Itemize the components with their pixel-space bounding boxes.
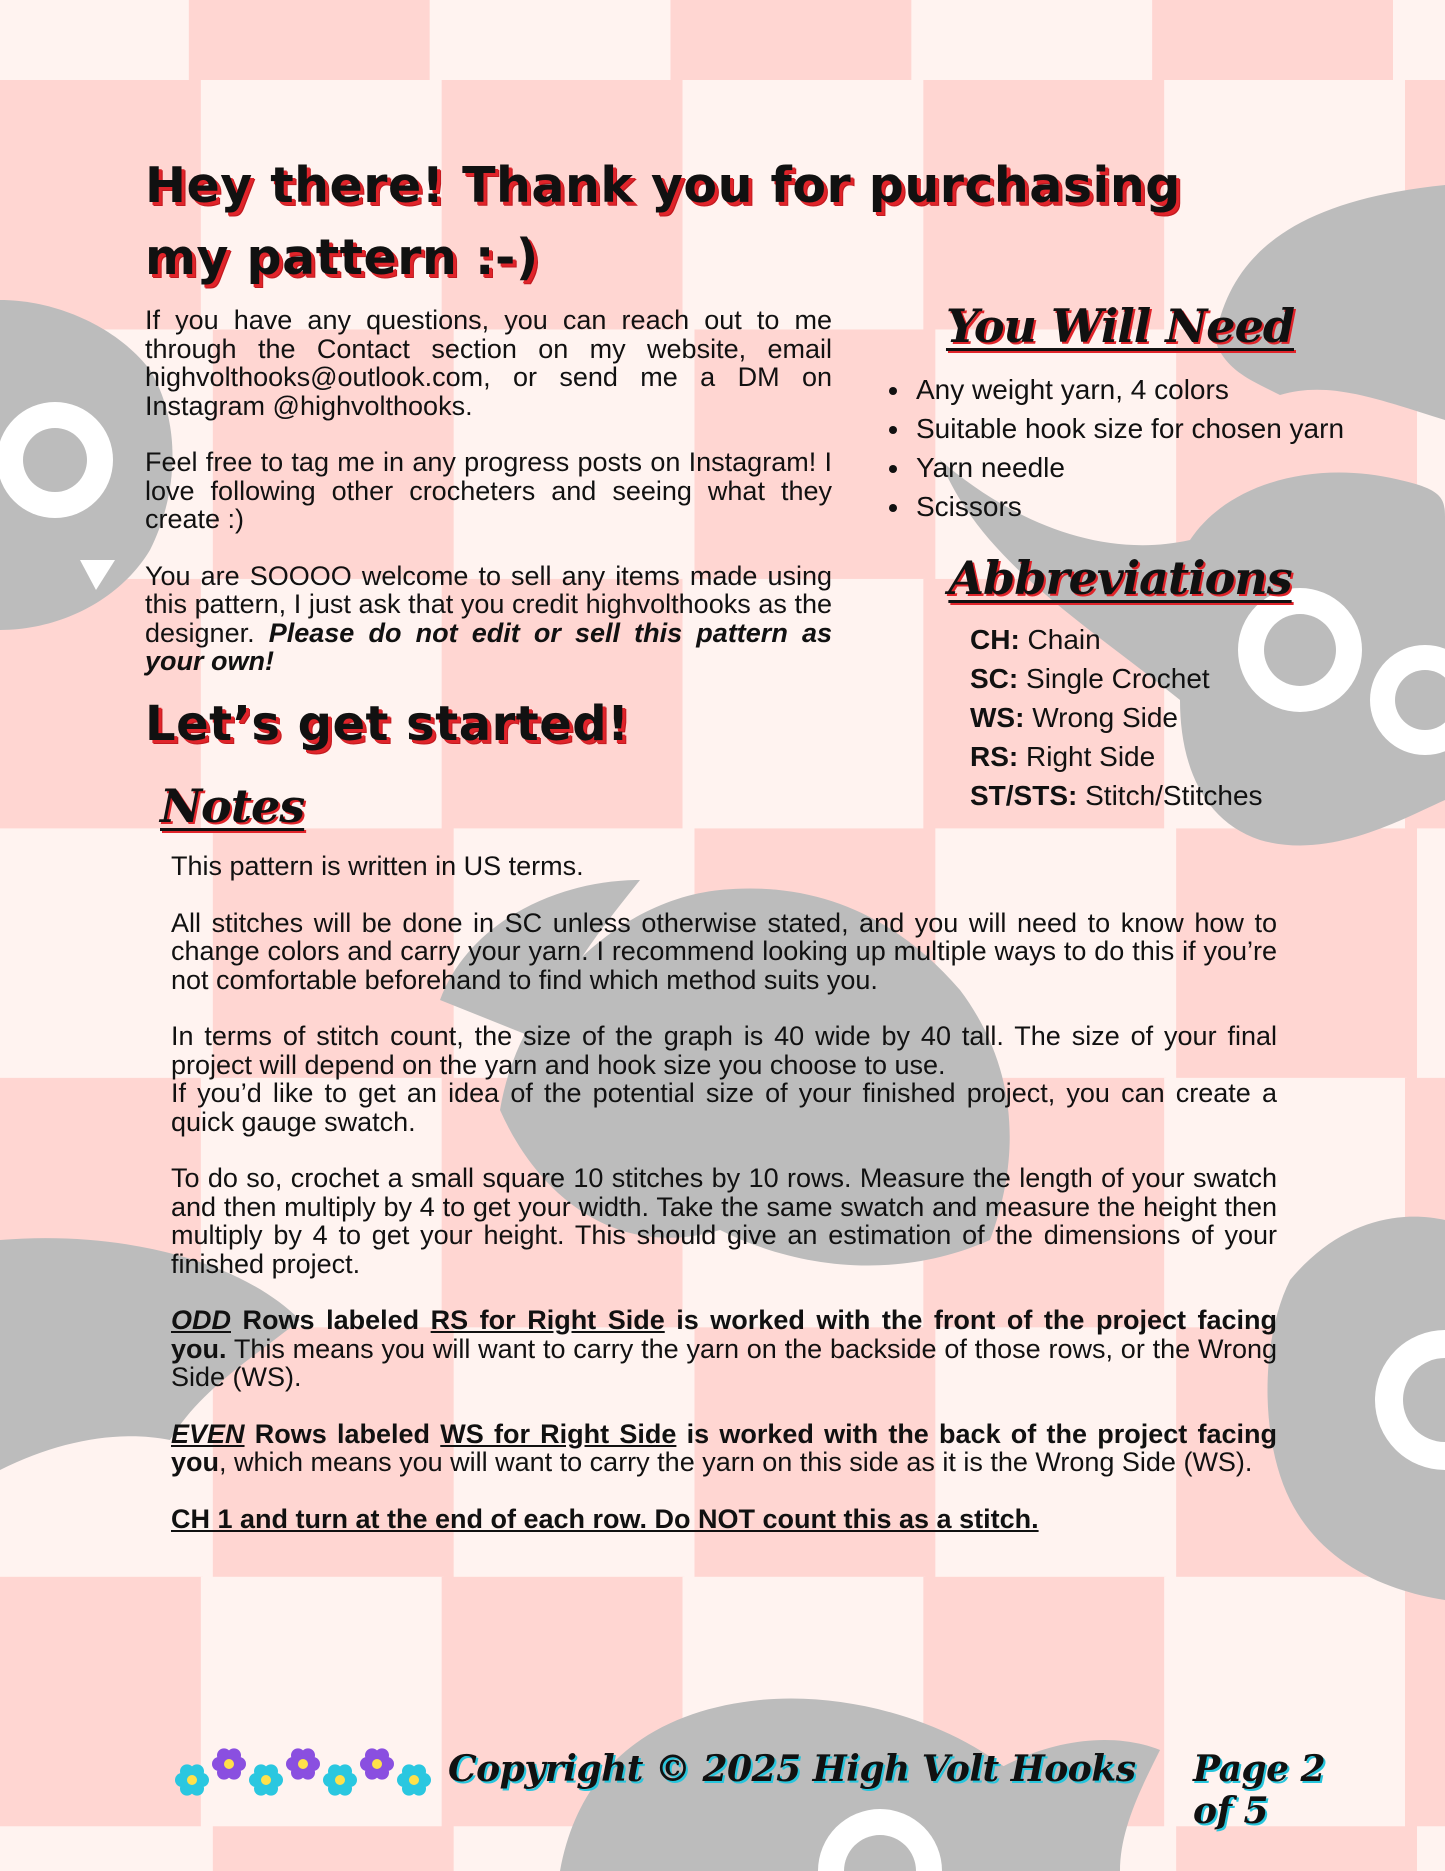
checker-square — [1393, 0, 1445, 82]
abbreviations-title: Abbreviations — [948, 551, 1292, 605]
abbreviation-row — [970, 620, 1400, 659]
you-will-need-section — [880, 296, 1400, 526]
page-footer — [170, 1738, 1370, 1832]
checker-square — [213, 1826, 456, 1871]
checker-square — [911, 0, 1154, 82]
no-resell-warning: Please do not edit or sell this pattern as your own! — [145, 617, 832, 676]
lets-get-started-heading: Let’s get started! — [145, 696, 630, 752]
abbreviation-row — [970, 698, 1400, 737]
abbreviations-list — [970, 620, 1400, 815]
supply-item: • Yarn needle — [912, 448, 1400, 487]
sell-text: You are SOOOO welcome to sell any items made using this pattern, I just ask that you credit highvolthooks as the designer. — [145, 560, 832, 648]
notes-gauge-intro: If you’d like to get an idea of the potential size of your finished project, you can create a quick gauge swatch. — [171, 1078, 1277, 1137]
intro-paragraph-sell — [145, 562, 832, 676]
header-line-2: my pattern :-) — [145, 229, 539, 286]
checker-square — [430, 0, 673, 82]
abbreviation-row — [970, 737, 1400, 776]
flower-icon — [323, 1764, 357, 1795]
checker-square — [0, 1826, 215, 1871]
intro-paragraph-contact: If you have any questions, you can reach out to me through the Contact section on my website, email highvolthooks@outlook.com, or send me a DM on Instagram @highvolthooks. — [145, 305, 832, 421]
header-line-1: Hey there! Thank you for purchasing — [145, 157, 1181, 214]
notes-even-rows — [171, 1420, 1277, 1477]
even-plain: , which means you will want to carry the yarn on this side as it is the Wrong Side (WS). — [219, 1447, 1253, 1477]
odd-label: RS for Right Side — [430, 1305, 665, 1335]
abbreviation-row — [970, 659, 1400, 698]
abbreviation-code: CH: — [970, 624, 1020, 655]
notes-stitches: All stitches will be done in SC unless otherwise stated, and you will need to know how to change colors and carry your yarn. I recommend looking up multiple ways to do this if you’re not comfortable beforehand to find which method suits you. — [171, 907, 1277, 995]
page-header — [145, 150, 1345, 294]
you-will-need-title: You Will Need — [945, 299, 1294, 353]
checker-square — [1152, 0, 1395, 82]
copyright-text: Copyright © 2025 High Volt Hooks — [448, 1748, 1136, 1790]
page-number: Page 2 of 5 — [1193, 1748, 1326, 1832]
abbreviation-code: SC: — [970, 663, 1019, 694]
abbreviation-meaning: Chain — [1027, 624, 1101, 655]
flower-icon — [175, 1764, 209, 1795]
flower-row-icon — [170, 1738, 445, 1808]
intro-section — [145, 306, 832, 676]
abbreviation-code: WS: — [970, 702, 1025, 733]
checker-square — [1405, 1577, 1445, 1828]
even-mid: Rows labeled — [244, 1418, 441, 1449]
notes-title-block — [160, 774, 560, 838]
abbreviation-meaning: Stitch/Stitches — [1085, 780, 1263, 811]
notes-title: Notes — [160, 779, 305, 833]
odd-word: ODD — [171, 1305, 231, 1335]
supply-item: • Suitable hook size for chosen yarn — [912, 409, 1400, 448]
checker-square — [1417, 1826, 1445, 1871]
notes-chain-turn: CH 1 and turn at the end of each row. Do NOT count this as a stitch. — [171, 1503, 1039, 1534]
supplies-list — [880, 370, 1400, 526]
supply-item: • Scissors — [912, 487, 1400, 526]
abbreviation-code: ST/STS: — [970, 780, 1078, 811]
notes-us-terms: This pattern is written in US terms. — [171, 851, 584, 881]
odd-bold-rest: is worked with the front of the project facing you. — [171, 1305, 1278, 1364]
checker-square — [671, 0, 914, 82]
intro-paragraph-tag: Feel free to tag me in any progress posts on Instagram! I love following other crocheters and seeing what they create :) — [145, 447, 832, 534]
abbreviation-meaning: Single Crochet — [1026, 663, 1210, 694]
odd-mid: Rows labeled — [231, 1305, 431, 1335]
notes-odd-rows — [171, 1306, 1277, 1392]
flower-icon — [360, 1748, 394, 1779]
checker-square — [0, 0, 191, 82]
abbreviations-section — [880, 548, 1400, 815]
flower-icon — [249, 1764, 283, 1795]
flower-icon — [212, 1748, 246, 1779]
notes-stitch-count: In terms of stitch count, the size of the graph is 40 wide by 40 tall. The size of your final project will depend on the yarn and hook size you choose to use. — [171, 1021, 1277, 1080]
even-label: WS for Right Side — [440, 1418, 677, 1449]
checker-square — [1417, 828, 1445, 1079]
checker-square — [1176, 1826, 1419, 1871]
flower-icon — [286, 1748, 320, 1779]
checker-square — [189, 0, 432, 82]
flower-icon — [397, 1764, 431, 1795]
abbreviation-code: RS: — [970, 741, 1019, 772]
even-word: EVEN — [171, 1418, 245, 1449]
odd-plain: This means you will want to carry the yarn on the backside of those rows, or the Wrong Side (WS). — [171, 1333, 1277, 1392]
abbreviation-meaning: Wrong Side — [1032, 702, 1179, 733]
notes-section — [171, 852, 1277, 1533]
supply-item: • Any weight yarn, 4 colors — [912, 370, 1400, 409]
abbreviation-meaning: Right Side — [1026, 741, 1156, 772]
start-heading-block — [145, 692, 845, 756]
abbreviation-row — [970, 776, 1400, 815]
notes-gauge-swatch: To do so, crochet a small square 10 stitches by 10 rows. Measure the length of your swatch and then multiply by 4 to get your width. Take the same swatch and measure the height then multiply by 4 to get your height. This should give an estimation of the dimensions of your finished project. — [171, 1163, 1277, 1279]
even-bold-rest: is worked with the back of the project facing you — [171, 1418, 1277, 1477]
